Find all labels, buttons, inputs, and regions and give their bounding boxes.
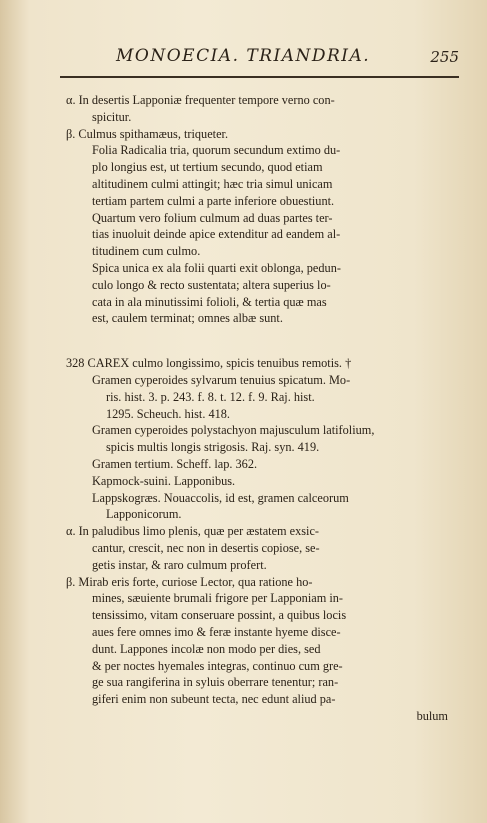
text-line: spicis multis longis strigosis. Raj. syn. 419. (106, 440, 320, 455)
text-line: getis instar, & raro culmum profert. (92, 557, 267, 572)
text-line: & per noctes hyemales integras, continuo cum gre- (92, 658, 343, 673)
text-line: Gramen cyperoides sylvarum tenuius spicatum. Mo- (92, 372, 351, 387)
text-line: titudinem cum culmo. (92, 244, 201, 259)
text-line: Folia Radicalia tria, quorum secundum extimo du- (92, 143, 341, 158)
text-line: Lapponicorum. (106, 507, 182, 522)
text-line: altitudinem culmi attingit; hæc tria simul unicam (92, 176, 333, 191)
text-line: Kapmock-suini. Lapponibus. (92, 473, 236, 488)
text-line: est, caulem terminat; omnes albæ sunt. (92, 311, 283, 326)
text-line: 328 CAREX culmo longissimo, spicis tenuibus remotis. † (66, 356, 352, 371)
text-line: Quartum vero folium culmum ad duas partes ter- (92, 210, 333, 225)
text-line: dunt. Lappones incolæ non modo per dies, sed (92, 641, 321, 656)
text-line: bulum (416, 708, 448, 723)
page-header (60, 46, 463, 70)
text-line: α. In paludibus limo plenis, quæ per æstatem exsic- (66, 524, 320, 539)
body-text (66, 92, 456, 725)
text-line: α. In desertis Lapponiæ frequenter tempore verno con- (66, 93, 335, 107)
text-line: β. Mirab eris forte, curiose Lector, qua ratione ho- (66, 574, 313, 589)
text-line: Lappskogræs. Nouaccolis, id est, gramen calceorum (92, 490, 349, 505)
text-line: culo longo & recto sustentata; altera superius lo- (92, 277, 331, 292)
text-line: ge sua rangiferina in syluis oberrare tenentur; ran- (92, 675, 339, 690)
header-rule (60, 76, 459, 78)
running-title: MONOECIA. TRIANDRIA. (116, 46, 371, 66)
text-line: cata in ala minutissimi folioli, & tertia quæ mas (92, 294, 327, 309)
text-line: β. Culmus spithamæus, triqueter. (66, 126, 229, 141)
text-line: cantur, crescit, nec non in desertis copiose, se- (92, 540, 320, 555)
text-line: spicitur. (92, 109, 132, 124)
text-line: ris. hist. 3. p. 243. f. 8. t. 12. f. 9. Raj. hist. (106, 389, 315, 404)
text-line: aues fere omnes imo & feræ instante hyeme disce- (92, 624, 341, 639)
text-line: Gramen tertium. Scheff. lap. 362. (92, 456, 258, 471)
text-line: tensissimo, vitam conseruare possint, a quibus locis (92, 608, 347, 623)
text-line: tertiam partem culmi a parte inferiore obuestiunt. (92, 193, 335, 208)
text-line: tias inuoluit deinde apice extenditur ad eandem al- (92, 227, 341, 242)
text-line: 1295. Scheuch. hist. 418. (106, 406, 230, 421)
text-line: giferi enim non subeunt tecta, nec edunt aliud pa- (92, 692, 336, 707)
paragraph-gap (66, 327, 456, 355)
text-line: Spica unica ex ala folii quarti exit oblonga, pedun- (92, 260, 341, 275)
text-line: mines, sæuiente brumali frigore per Lapponiam in- (92, 591, 343, 606)
page-number: 255 (430, 48, 459, 66)
text-line: plo longius est, ut tertium secundo, quod etiam (92, 160, 323, 175)
text-line: Gramen cyperoides polystachyon majusculum latifolium, (92, 423, 375, 438)
